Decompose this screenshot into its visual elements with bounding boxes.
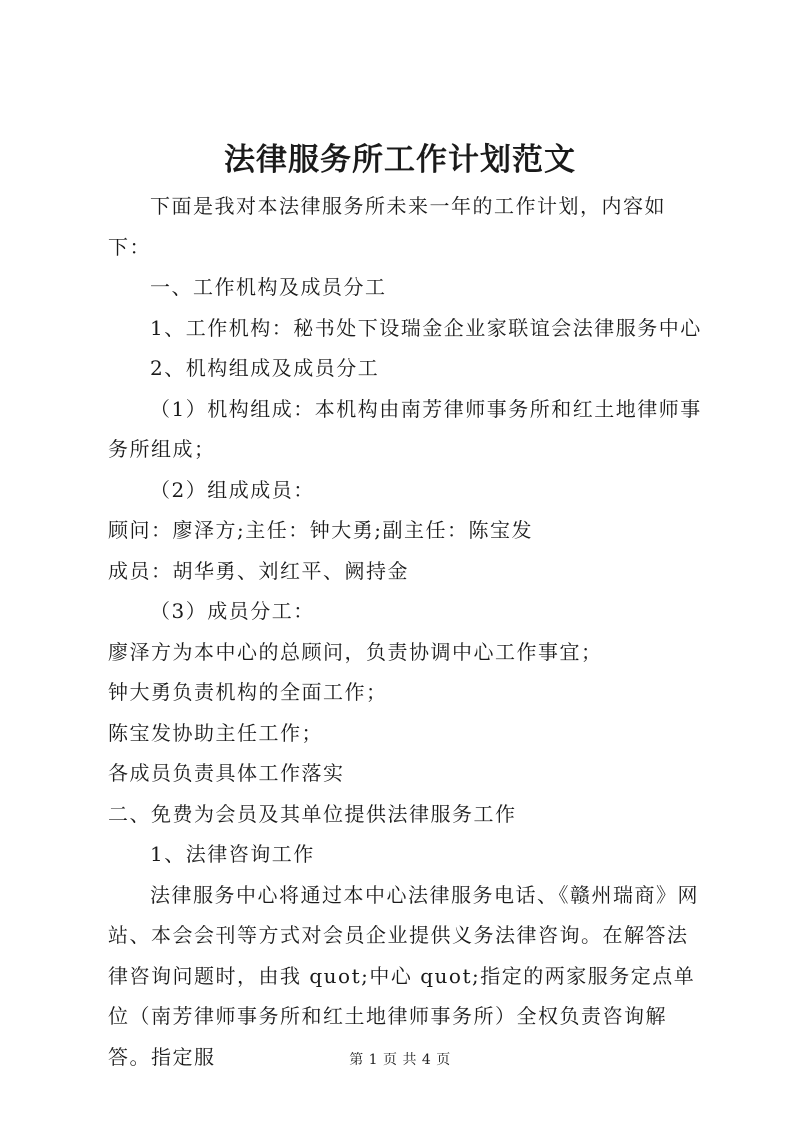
document-body: [108, 186, 702, 1077]
duty-line-3: 陈宝发协助主任工作；: [108, 720, 323, 745]
section-heading-1: 一、工作机构及成员分工: [150, 275, 387, 299]
members-line: 成员：胡华勇、刘红平、阙持金: [108, 558, 409, 583]
item-organization-composition: （1）机构组成：本机构由南芳律师事务所和红土地律师事务所组成；: [108, 396, 702, 461]
item-division-heading: （3）成员分工：: [150, 599, 315, 623]
advisors-line: 顾问：廖泽方;主任：钟大勇;副主任：陈宝发: [108, 518, 533, 542]
consultation-paragraph: 法律服务中心将通过本中心法律服务电话、《赣州瑞商》网站、本会会刊等方式对会员企业提供义务法律咨询。在解答法律咨询问题时，由我 quot;中心 quot;指定的两家服务定点单位（南芳律师事务所和红土地律师事务所）全权负责咨询解答。指定服: [108, 882, 699, 1069]
section-heading-2: 二、免费为会员及其单位提供法律服务工作: [108, 801, 517, 826]
item-work-organization: 1、工作机构：秘书处下设瑞金企业家联谊会法律服务中心: [150, 315, 702, 340]
duty-line-1: 廖泽方为本中心的总顾问，负责协调中心工作事宜；: [108, 639, 603, 664]
duty-line-2: 钟大勇负责机构的全面工作；: [108, 680, 388, 704]
item-members-heading: （2）组成成员：: [150, 477, 315, 502]
page-footer: 第 1 页 共 4 页: [349, 1052, 451, 1068]
duty-line-4: 各成员负责具体工作落实: [108, 761, 345, 785]
item-legal-consultation: 1、法律咨询工作: [150, 842, 315, 866]
intro-paragraph: 下面是我对本法律服务所未来一年的工作计划，内容如下：: [108, 194, 666, 259]
document-title: 法律服务所工作计划范文: [224, 142, 576, 178]
item-composition-heading: 2、机构组成及成员分工: [150, 356, 380, 380]
